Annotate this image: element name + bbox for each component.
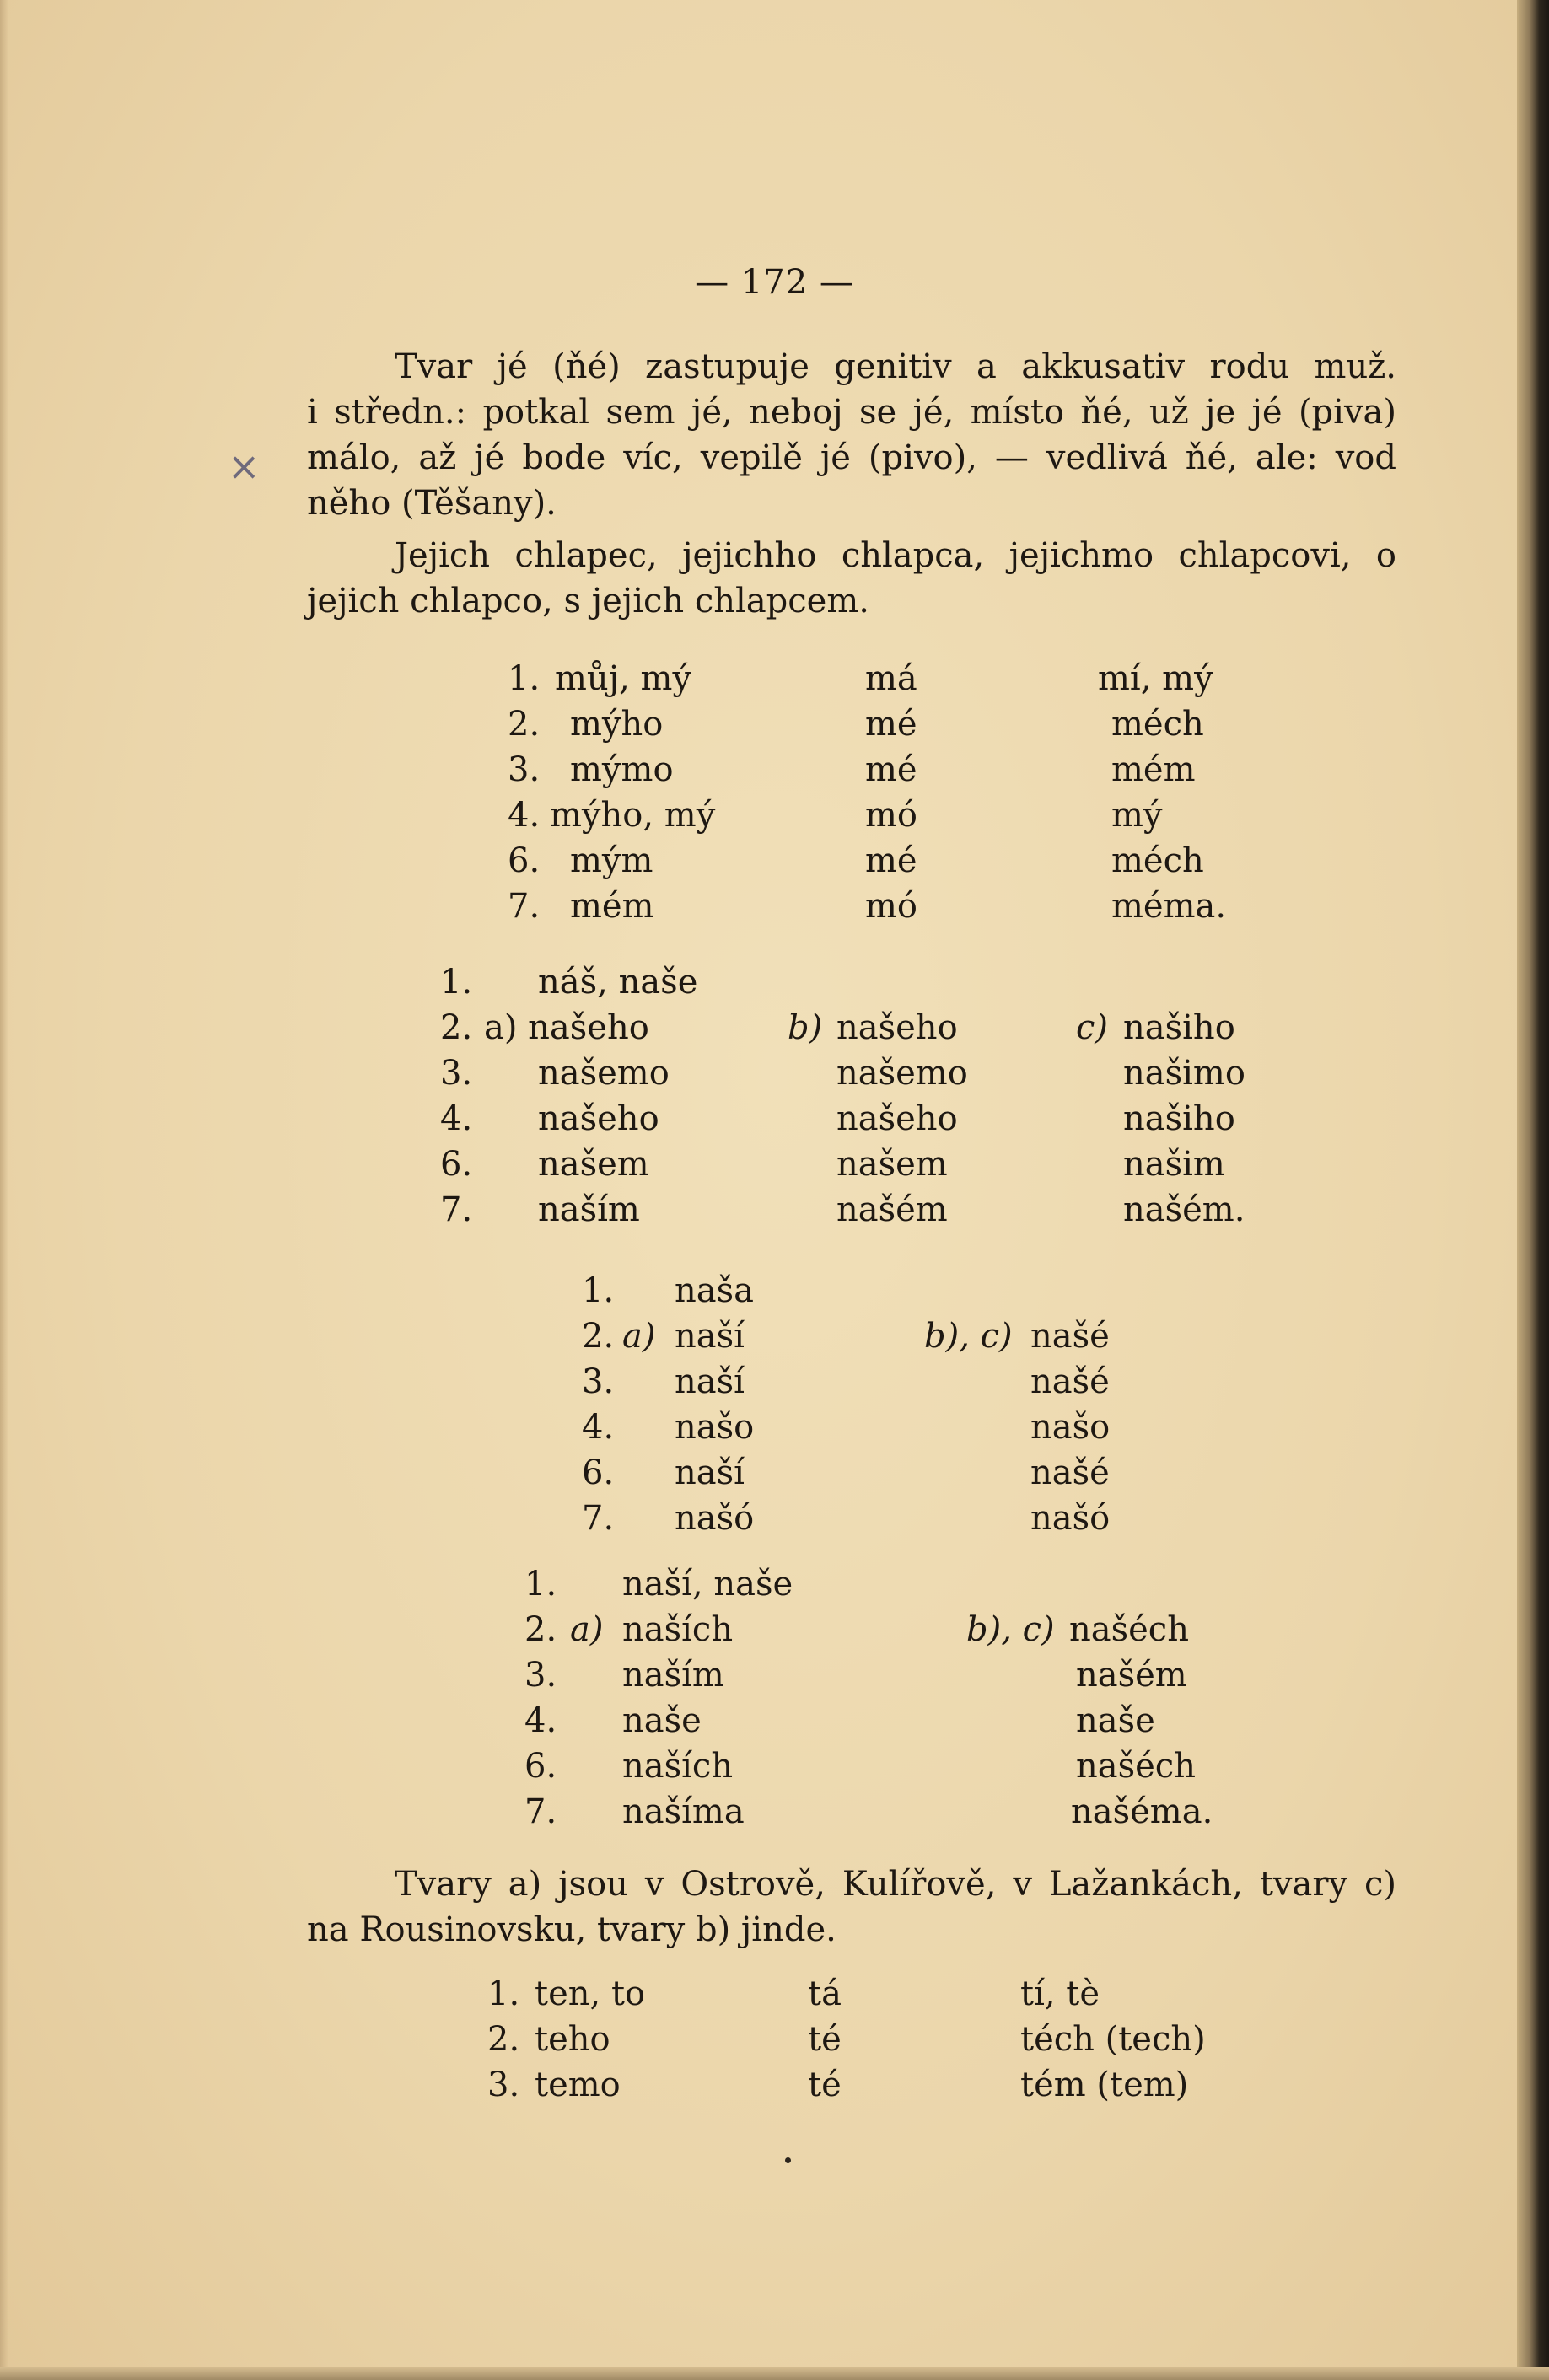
feminine-form: tá [808, 1974, 842, 2013]
feminine-form: té [808, 2066, 842, 2104]
table-row [0, 1187, 1549, 1233]
case-number: 2. [582, 1317, 615, 1356]
table-row [0, 701, 1549, 747]
table-row [0, 1005, 1549, 1050]
case-number: 1. [440, 963, 473, 1002]
variant-bc-form: našéch [1076, 1747, 1196, 1786]
case-number: 1. [524, 1565, 557, 1604]
case-number: 4. [508, 796, 541, 835]
case-number: 1. [487, 1974, 520, 2013]
case-number: 3. [440, 1054, 473, 1093]
paragraph-genitive [307, 344, 1396, 526]
case-number: 2. [508, 705, 541, 744]
table-row [0, 1359, 1549, 1405]
table-row [0, 1314, 1549, 1359]
paragraph-line: jejich chlapco, s jejich chlapcem. [307, 582, 869, 621]
variant-a-form: naší, naše [622, 1565, 793, 1604]
masculine-form: teho [535, 2020, 610, 2059]
plural-form: téch (tech) [1020, 2020, 1206, 2059]
variant-c-form: našim [1123, 1145, 1225, 1184]
declension-table-muj [0, 656, 1549, 929]
table-row [0, 884, 1549, 929]
variant-b-form: našemo [836, 1054, 968, 1093]
variant-b-label: b) [788, 1008, 823, 1047]
page-number: — 172 — [695, 263, 854, 302]
variant-bc-form: našé [1030, 1453, 1110, 1492]
variant-a-form: naše [622, 1701, 702, 1740]
declension-table-ten [0, 1971, 1549, 2108]
paragraph-line: něho (Těšany). [307, 484, 557, 523]
variant-b-form: našém [836, 1190, 948, 1229]
table-row [0, 1142, 1549, 1187]
table-row [0, 838, 1549, 884]
plural-form: méma. [1111, 887, 1227, 926]
table-row [0, 1698, 1549, 1743]
variant-a-form: naších [622, 1747, 734, 1786]
case-number: 4. [582, 1408, 615, 1447]
paragraph-jejich [307, 533, 1396, 624]
variant-a-form: naším [538, 1190, 640, 1229]
case-number: 3. [582, 1362, 615, 1401]
case-number: 3. [487, 2066, 520, 2104]
page-bottom-edge [0, 2367, 1549, 2380]
table-row [0, 1405, 1549, 1450]
plural-form: tém (tem) [1020, 2066, 1189, 2104]
table-row [0, 2062, 1549, 2108]
variant-a-form: náš, naše [538, 963, 698, 1002]
table-row [0, 1268, 1549, 1314]
variant-a-form: naší [675, 1362, 745, 1401]
case-number: 2. [524, 1610, 557, 1649]
masculine-form: mýho [570, 705, 664, 744]
variant-a-form: našem [538, 1145, 649, 1184]
paragraph-line: na Rousinovsku, tvary b) jinde. [307, 1910, 836, 1949]
plural-form: méch [1111, 705, 1204, 744]
variant-a-form: naší [675, 1317, 745, 1356]
variant-c-form: našém. [1123, 1190, 1245, 1229]
table-row [0, 1050, 1549, 1096]
variant-c-label: c) [1076, 1008, 1109, 1047]
variant-bc-label: b), c) [924, 1317, 1013, 1356]
table-row [0, 1789, 1549, 1835]
feminine-form: mó [865, 796, 918, 835]
case-number: 3. [524, 1656, 557, 1695]
declension-table-nasa [0, 1268, 1549, 1541]
masculine-form: mém [570, 887, 654, 926]
variant-a-form: naší [675, 1453, 745, 1492]
case-number: 7. [440, 1190, 473, 1229]
ink-dot [785, 2157, 791, 2163]
variant-b-form: našeho [836, 1099, 958, 1138]
feminine-form: mó [865, 887, 918, 926]
case-number: 7. [524, 1792, 557, 1831]
variant-a-form: naším [622, 1656, 724, 1695]
table-row [0, 792, 1549, 838]
variant-bc-form: našó [1030, 1499, 1111, 1538]
feminine-form: mé [865, 750, 917, 789]
case-number: 7. [582, 1499, 615, 1538]
case-number: 4. [440, 1099, 473, 1138]
variant-bc-form: našém [1076, 1656, 1187, 1695]
table-row [0, 2017, 1549, 2062]
masculine-form: mým [570, 841, 653, 880]
variant-bc-label: b), c) [966, 1610, 1055, 1649]
table-row [0, 1607, 1549, 1652]
masculine-form: temo [535, 2066, 621, 2104]
table-row [0, 1971, 1549, 2017]
case-number: 6. [524, 1747, 557, 1786]
table-row [0, 656, 1549, 701]
margin-mark: × [228, 443, 261, 489]
masculine-form: ten, to [535, 1974, 646, 2013]
variant-a-label: a) [622, 1317, 656, 1356]
masculine-form: mýmo [570, 750, 674, 789]
plural-form: mý [1111, 796, 1163, 835]
variant-c-form: našiho [1123, 1099, 1235, 1138]
feminine-form: mé [865, 705, 917, 744]
paragraph-line: málo, až jé bode víc, vepilě jé (pivo), — vedlivá ňé, ale: vod [307, 438, 1396, 477]
variant-c-form: našimo [1123, 1054, 1245, 1093]
variant-a-form: našó [675, 1499, 755, 1538]
variant-a-form: našo [675, 1408, 755, 1447]
table-row [0, 1096, 1549, 1142]
variant-bc-form: našo [1030, 1408, 1111, 1447]
table-row [0, 1496, 1549, 1541]
variant-b-form: našeho [836, 1008, 958, 1047]
table-row [0, 959, 1549, 1005]
variant-a-form: našemo [538, 1054, 670, 1093]
variant-a-form: našíma [622, 1792, 745, 1831]
case-number: 7. [508, 887, 541, 926]
masculine-form: mýho, mý [550, 796, 716, 835]
case-number: 2. [487, 2020, 520, 2059]
case-number: 6. [582, 1453, 615, 1492]
variant-a-form: naša [675, 1271, 754, 1310]
variant-b-form: našem [836, 1145, 948, 1184]
paragraph-variants [307, 1862, 1396, 1953]
feminine-form: má [865, 659, 917, 698]
table-row [0, 1652, 1549, 1698]
plural-form: tí, tè [1020, 1974, 1100, 2013]
case-number: 3. [508, 750, 541, 789]
paragraph-line: i středn.: potkal sem jé, neboj se jé, místo ňé, už je jé (piva) [307, 393, 1396, 432]
variant-bc-form: našéch [1069, 1610, 1189, 1649]
plural-form: méch [1111, 841, 1204, 880]
declension-table-nasi [0, 1561, 1549, 1835]
plural-form: mém [1111, 750, 1196, 789]
declension-table-nas [0, 959, 1549, 1233]
table-row [0, 1450, 1549, 1496]
variant-bc-form: našé [1030, 1362, 1110, 1401]
variant-bc-form: našéma. [1071, 1792, 1213, 1831]
plural-form: mí, mý [1098, 659, 1213, 698]
paragraph-line: Tvar jé (ňé) zastupuje genitiv a akkusativ rodu muž. [395, 347, 1396, 386]
table-row [0, 1561, 1549, 1607]
variant-a-form: a) našeho [484, 1008, 649, 1047]
case-number: 6. [508, 841, 541, 880]
variant-bc-form: naše [1076, 1701, 1155, 1740]
table-row [0, 1743, 1549, 1789]
variant-a-form: naších [622, 1610, 734, 1649]
variant-a-form: našeho [538, 1099, 659, 1138]
feminine-form: té [808, 2020, 842, 2059]
variant-a-label: a) [570, 1610, 604, 1649]
variant-bc-form: našé [1030, 1317, 1110, 1356]
case-number: 2. [440, 1008, 473, 1047]
case-number: 1. [582, 1271, 615, 1310]
variant-c-form: našiho [1123, 1008, 1235, 1047]
case-number: 1. [508, 659, 541, 698]
paragraph-line: Jejich chlapec, jejichho chlapca, jejichmo chlapcovi, o [395, 536, 1396, 575]
table-row [0, 747, 1549, 792]
case-number: 6. [440, 1145, 473, 1184]
masculine-form: můj, mý [555, 659, 692, 698]
paragraph-line: Tvary a) jsou v Ostrově, Kulířově, v Lažankách, tvary c) [395, 1865, 1396, 1904]
feminine-form: mé [865, 841, 917, 880]
case-number: 4. [524, 1701, 557, 1740]
